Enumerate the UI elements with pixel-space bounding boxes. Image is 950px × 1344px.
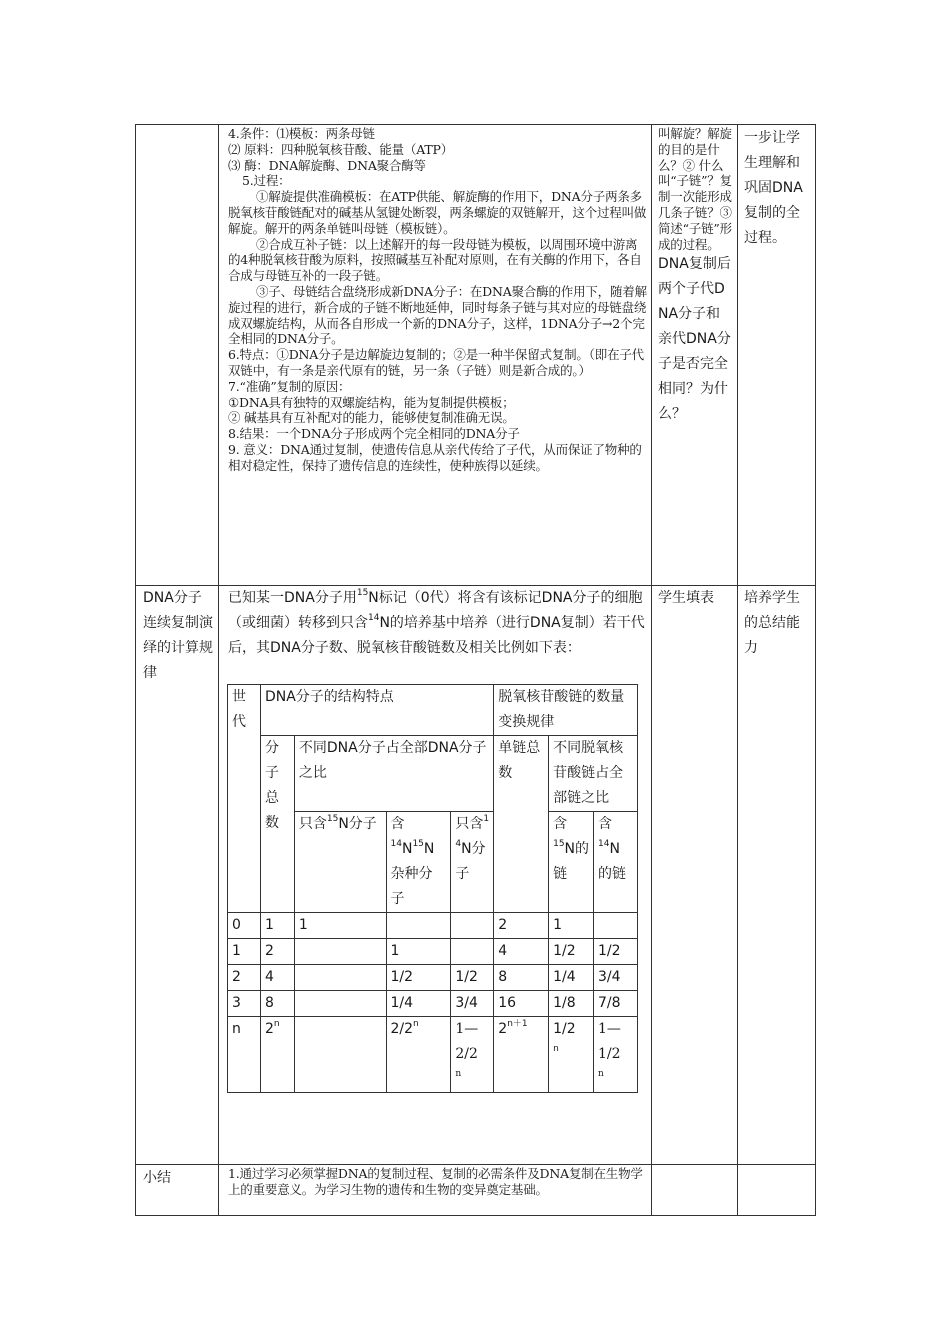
table-row: 0 1 1 2 1 bbox=[228, 913, 638, 939]
significance-line: 9. 意义：DNA通过复制，使遗传信息从亲代传给了子代，从而保证了物种的相对稳定性，保持了遗传信息的连续性，使种族得以延续。 bbox=[228, 441, 642, 473]
calculation-intro bbox=[228, 586, 648, 661]
intro-text: N标记（0代）将含有该标记DNA分子的细胞（或细菌）转移到只含 bbox=[228, 590, 643, 631]
process-heading: 5.过程： bbox=[242, 173, 291, 189]
summary-label: 小结 bbox=[143, 1170, 171, 1186]
header-molecule-ratio: 不同DNA分子占全部DNA分子之比 bbox=[294, 736, 493, 812]
table-row-n: n 2$^n$ 2/2$^n$ 1—2/2 $^n$ $2^{n+1}$ 1/2 $^n$ 1—1/2 $^n$ bbox=[228, 1017, 638, 1093]
intro-text: 已知某一DNA分子用 bbox=[228, 590, 357, 606]
summary-content: 1.通过学习必须掌握DNA的复制过程、复制的必需条件及DNA复制在生物学上的重要意义。为学习生物的遗传和生物的变异奠定基础。 bbox=[228, 1166, 643, 1197]
intro-text: N的培养基中培养（进行DNA复制）若干代后，其DNA分子数、脱氧核苷酸链数及相关比例如下表： bbox=[228, 615, 645, 656]
table-row: 3 8 1/4 3/4 16 1/8 7/8 bbox=[228, 991, 638, 1017]
column-divider bbox=[651, 125, 652, 1215]
student-questions: 叫解旋？解旋的目的是什么？② 什么叫“子链”？复制一次能形成几条子链？③ 简述“子链”形成的过程。 bbox=[658, 126, 732, 252]
design-intent: 培养学生的总结能力 bbox=[744, 590, 800, 656]
column-divider bbox=[218, 125, 219, 1215]
process-step-2: ②合成互补子链：以上述解开的每一段母链为模板，以周围环境中游离的4种脱氧核苷酸为原料，按照碱基互补配对原则，在有关酶的作用下，各自合成与母链互补的一段子链。 bbox=[228, 236, 642, 284]
header-hybrid: 含 $^{14}N^{15}N$杂种分子 bbox=[386, 812, 451, 913]
header-15n-chain: 含 $^{15}$N的链 bbox=[549, 812, 594, 913]
process-step-3: ③子、母链结合盘绕形成新DNA分子：在DNA聚合酶的作用下，随着解旋过程的进行，新合成的子链不断地延伸，同时每条子链与其对应的母链盘绕成双螺旋结构，从而各自形成一个新的DNA分子，这样，1DNA分子→2个完全相同的DNA分子。 bbox=[228, 283, 647, 347]
header-chain-ratio: 不同脱氧核苷酸链占全部链之比 bbox=[549, 736, 638, 812]
accuracy-reason-1: ①DNA具有独特的双螺旋结构，能为复制提供模板； bbox=[228, 394, 515, 410]
column-divider bbox=[737, 125, 738, 1215]
enzyme-line: ⑶ 酶：DNA解旋酶、DNA聚合酶等 bbox=[228, 157, 426, 173]
accuracy-heading: 7.“准确”复制的原因： bbox=[228, 378, 351, 394]
header-single-chain-total: 单链总数 bbox=[494, 736, 549, 913]
topic-label: DNA分子连续复制演绎的计算规律 bbox=[143, 590, 213, 681]
feature-line: 6.特点：①DNA分子是边解旋边复制的；②是一种半保留式复制。（即在子代双链中，有一条是亲代原有的链，另一条（子链）则是新合成的。） bbox=[228, 347, 644, 378]
table-row: 1 2 1 4 1/2 1/2 bbox=[228, 939, 638, 965]
material-line: ⑵ 原料：四种脱氧核苷酸、能量（ATP） bbox=[228, 141, 454, 157]
header-14n-chain: 含 $^{14}$N的链 bbox=[594, 812, 638, 913]
header-structure: DNA分子的结构特点 bbox=[260, 685, 493, 736]
student-activity: 学生填表 bbox=[658, 590, 714, 606]
result-line: 8.结果：一个DNA分子形成两个完全相同的DNA分子 bbox=[228, 426, 520, 442]
table-row: 2 4 1/2 1/2 8 1/4 3/4 bbox=[228, 965, 638, 991]
accuracy-reason-2: ② 碱基具有互补配对的能力，能够使复制准确无误。 bbox=[228, 410, 515, 426]
header-chain-rule: 脱氧核苷酸链的数量变换规律 bbox=[494, 685, 638, 736]
student-activity bbox=[658, 126, 734, 427]
isotope-superscript: 15 bbox=[356, 588, 369, 599]
process-step-1: ①解旋提供准确模板：在ATP供能、解旋酶的作用下，DNA分子两条多脱氧核苷酸链配对的碱基从氢键处断裂，两条螺旋的双链解开，这个过程叫做解旋。解开的两条单链叫母链（模板链）。 bbox=[228, 189, 647, 236]
row-divider bbox=[136, 1164, 815, 1165]
student-question-sans: DNA复制后两个子代DNA分子和亲代DNA分子是否完全相同？为什么？ bbox=[658, 256, 731, 423]
header-only-14n: 只含$^{14}$N分子 bbox=[451, 812, 494, 913]
header-generation: 世代 bbox=[228, 685, 261, 913]
design-intent: 一步让学生理解和巩固DNA复制的全过程。 bbox=[744, 130, 803, 246]
isotope-superscript: 14 bbox=[368, 613, 380, 624]
replication-table bbox=[227, 684, 638, 1093]
header-only-15n: 只含$^{15}$N分子 bbox=[294, 812, 386, 913]
header-total-molecules: 分子总数 bbox=[260, 736, 294, 913]
condition-line: 4.条件：⑴模板：两条母链 bbox=[228, 126, 375, 141]
process-content bbox=[228, 126, 648, 474]
